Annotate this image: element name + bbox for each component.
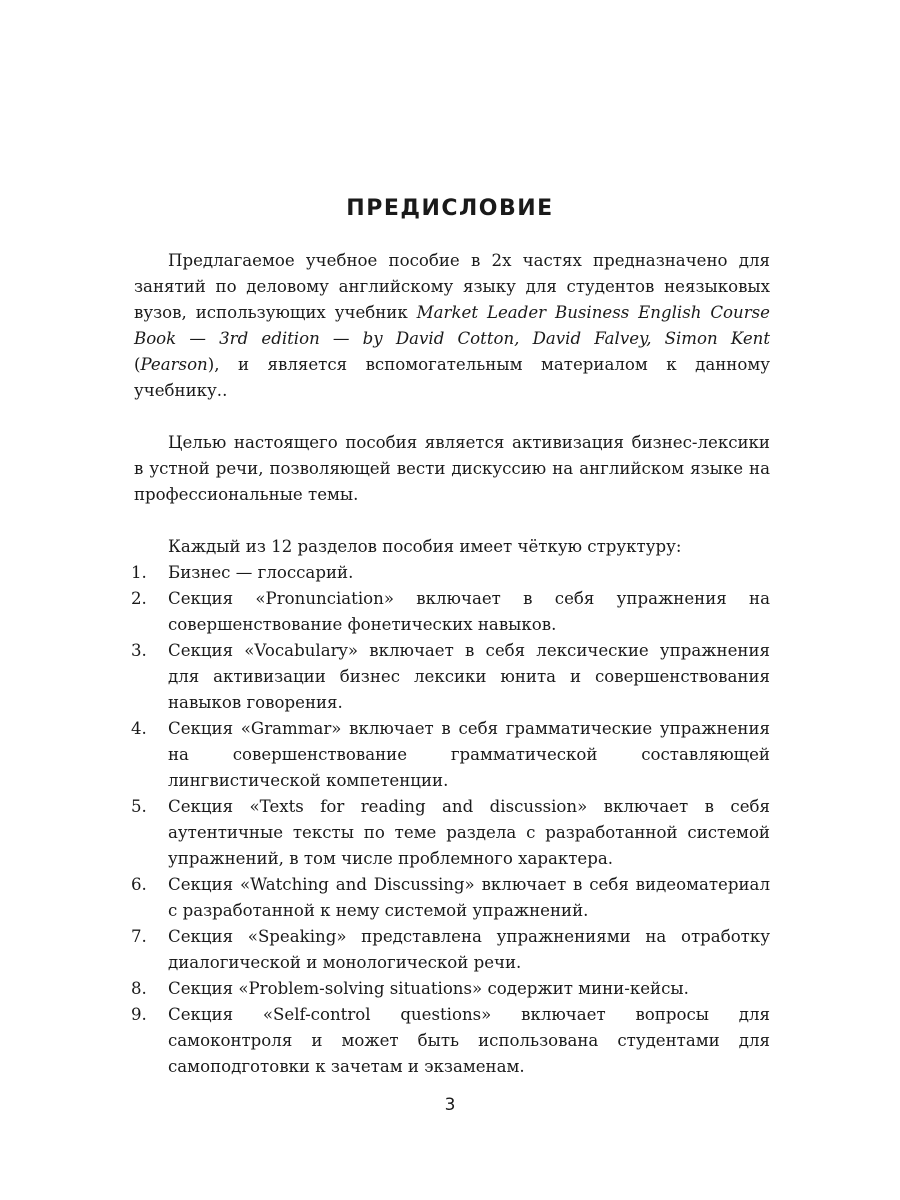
list-item [131,1002,770,1080]
list-item-text: Секция «Grammar» включает в себя грамматические упражнения на совершенствование грамматической составляющей лингвистической компетенции. [168,719,770,790]
body-text [131,248,770,1080]
list-item-number: 9. [131,1005,147,1024]
list-item-text: Секция «Pronunciation» включает в себя упражнения на совершенствование фонетических навыков. [168,589,770,634]
list-item-number: 7. [131,927,147,946]
list-item-number: 1. [131,563,147,582]
list-item-number: 5. [131,797,147,816]
goal-paragraph: Целью настоящего пособия является активизация бизнес-лексики в устной речи, позволяющей вести дискуссию на английском языке на профессиональные темы. [134,433,770,504]
list-item [131,716,770,794]
page-title: ПРЕДИСЛОВИЕ [346,196,554,221]
list-item [131,872,770,924]
list-item-text: Секция «Problem-solving situations» содержит мини-кейсы. [168,979,689,998]
book-title: Market Leader Business English Course Book — 3rd edition — by David Cotton, David Falvey, Simon Kent [134,303,770,348]
list-item [131,560,770,586]
list-item [131,976,770,1002]
list-item-text: Секция «Self-control questions» включает вопросы для самоконтроля и может быть использована студентами для самоподготовки к зачетам и экзаменам. [168,1005,770,1076]
list-item-text: Секция «Watching and Discussing» включает в себя видеоматериал с разработанной к нему системой упражнений. [168,875,770,920]
list-item-number: 3. [131,641,147,660]
structure-list [131,560,770,1080]
list-item-text: Секция «Vocabulary» включает в себя лексические упражнения для активизации бизнес лексики юнита и совершенствования навыков говорения. [168,641,770,712]
list-item-number: 2. [131,589,147,608]
list-item-number: 4. [131,719,147,738]
intro-paragraph-part3: ), и является вспомогательным материалом к данному учебнику.. [134,355,770,400]
list-item [131,586,770,638]
list-item [131,794,770,872]
list-item-text: Секция «Texts for reading and discussion» включает в себя аутентичные тексты по теме раздела с разработанной системой упражнений, в том числе проблемного характера. [168,797,770,868]
intro-paragraph-part2: ( [134,355,141,374]
list-item [131,638,770,716]
publisher-name: Pearson [140,355,208,374]
list-item-number: 8. [131,979,147,998]
list-item-text: Бизнес — глоссарий. [168,563,354,582]
page-number: 3 [444,1095,456,1115]
intro-paragraph-part1: Предлагаемое учебное пособие в 2х частях предназначено для занятий по деловому английскому языку для студентов неязыковых вузов, использующих учебник [134,251,770,322]
intro-paragraph [134,248,770,404]
list-intro: Каждый из 12 разделов пособия имеет чёткую структуру: [168,537,682,556]
list-item-number: 6. [131,875,147,894]
list-item [131,924,770,976]
list-item-text: Секция «Speaking» представлена упражнениями на отработку диалогической и монологической речи. [168,927,770,972]
